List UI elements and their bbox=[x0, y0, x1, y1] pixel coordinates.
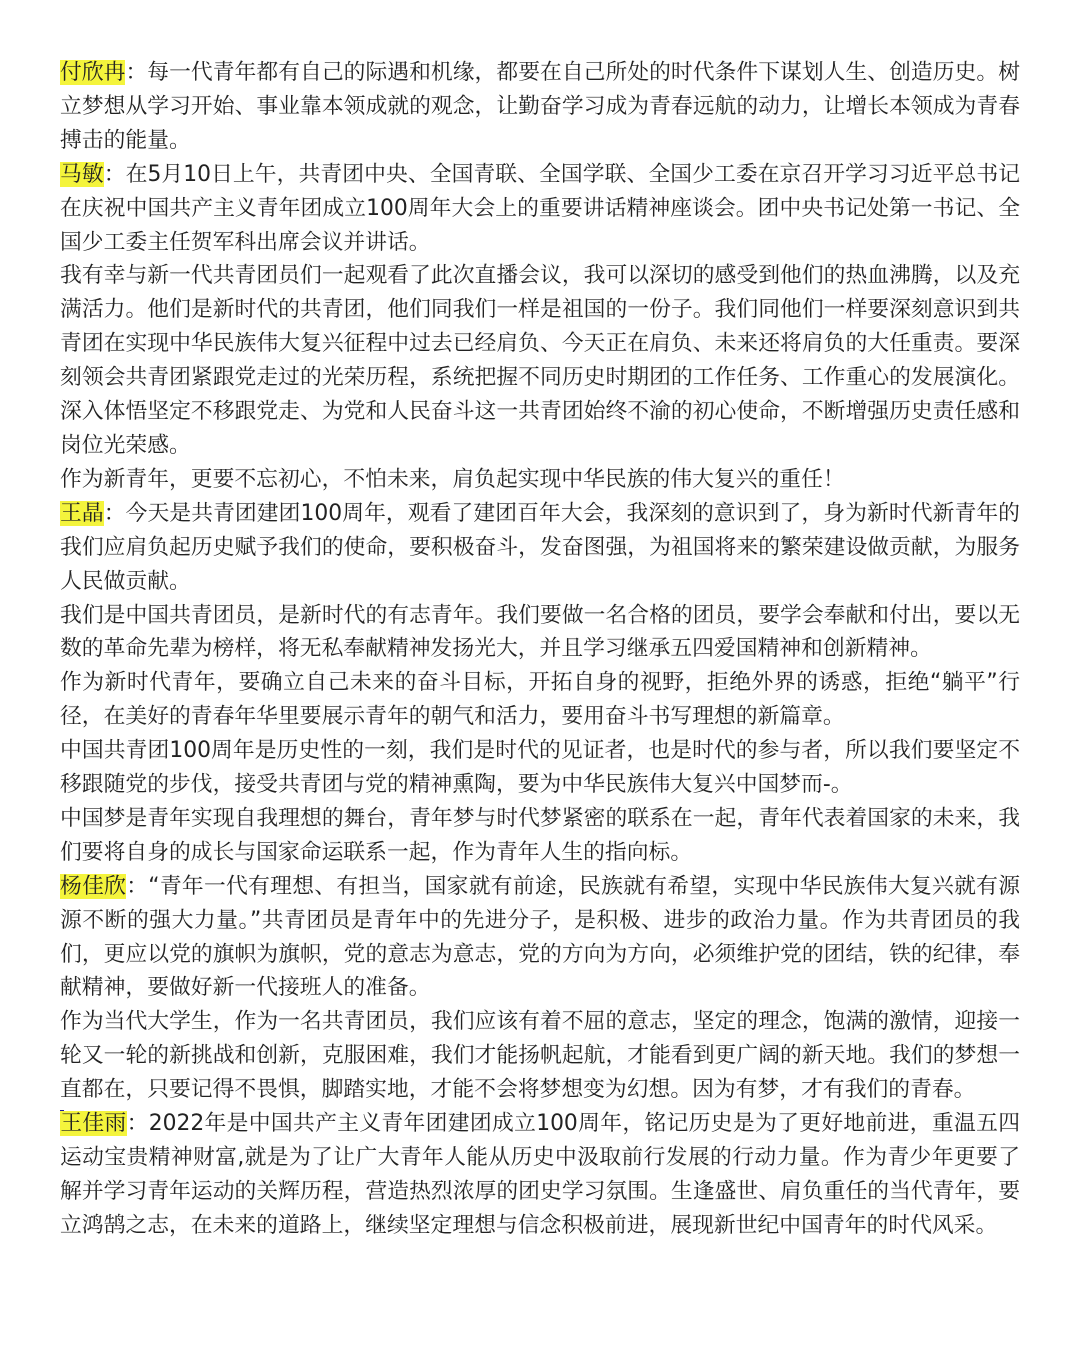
paragraph-text: 作为新时代青年，要确立自己未来的奋斗目标，开拓自身的视野，拒绝外界的诱惑，拒绝“躺平”行径，在美好的青春年华里要展示青年的朝气和活力，要用奋斗书写理想的新篇章。 bbox=[60, 670, 1020, 730]
paragraph bbox=[60, 259, 1020, 462]
paragraph-text: 我们是中国共青团员，是新时代的有志青年。我们要做一名合格的团员，要学会奉献和付出，要以无数的革命先辈为榜样，将无私奉献精神发扬光大，并且学习继承五四爱国精神和创新精神。 bbox=[60, 602, 1020, 662]
paragraph-text: ：每一代青年都有自己的际遇和机缘，都要在自己所处的时代条件下谋划人生、创造历史。树立梦想从学习开始、事业靠本领成就的观念，让勤奋学习成为青春远航的动力，让增长本领成为青春搏击的能量。 bbox=[60, 60, 1020, 153]
paragraph bbox=[60, 463, 1020, 497]
paragraph-text: ：2022年是中国共产主义青年团建团成立100周年，铭记历史是为了更好地前进，重温五四运动宝贵精神财富,就是为了让广大青年人能从历史中汲取前行发展的行动力量。作为青少年更要了解并学习青年运动的关辉历程，营造热烈浓厚的团史学习氛围。生逢盛世、肩负重任的当代青年，要立鸿鹄之志，在未来的道路上，继续坚定理想与信念积极前进，展现新世纪中国青年的时代风采。 bbox=[60, 1111, 1020, 1238]
speaker-name-highlight: 马敏 bbox=[60, 161, 104, 187]
paragraph bbox=[60, 599, 1020, 667]
paragraph bbox=[60, 158, 1020, 260]
paragraph-text: 中国梦是青年实现自我理想的舞台，青年梦与时代梦紧密的联系在一起，青年代表着国家的未来，我们要将自身的成长与国家命运联系一起，作为青年人生的指向标。 bbox=[60, 805, 1020, 865]
paragraph bbox=[60, 734, 1020, 802]
speaker-name-highlight: 付欣冉 bbox=[60, 60, 126, 85]
paragraph bbox=[60, 802, 1020, 870]
paragraph-text: ：今天是共青团建团100周年，观看了建团百年大会，我深刻的意识到了，身为新时代新青年的我们应肩负起历史赋予我们的使命，要积极奋斗，发奋图强，为祖国将来的繁荣建设做贡献，为服务人民做贡献。 bbox=[60, 500, 1020, 594]
paragraph-text: 中国共青团100周年是历史性的一刻，我们是时代的见证者，也是时代的参与者，所以我们要坚定不移跟随党的步伐，接受共青团与党的精神熏陶，要为中华民族伟大复兴中国梦而-。 bbox=[60, 738, 1020, 798]
paragraph-text: ：“青年一代有理想、有担当，国家就有前途，民族就有希望，实现中华民族伟大复兴就有源源不断的强大力量。”共青团员是青年中的先进分子，是积极、进步的政治力量。作为共青团员的我们，更应以党的旗帜为旗帜，党的意志为意志，党的方向为方向，必须维护党的团结，铁的纪律，奉献精神，要做好新一代接班人的准备。 bbox=[60, 873, 1020, 1001]
paragraph bbox=[60, 666, 1020, 734]
speaker-name-highlight: 王晶 bbox=[60, 500, 104, 526]
paragraph-text: 作为新青年，更要不忘初心，不怕未来，肩负起实现中华民族的伟大复兴的重任！ bbox=[60, 466, 845, 492]
document-body bbox=[60, 56, 1020, 1243]
paragraph bbox=[60, 497, 1020, 599]
paragraph-text: ：在5月10日上午，共青团中央、全国青联、全国学联、全国少工委在京召开学习习近平总书记在庆祝中国共产主义青年团成立100周年大会上的重要讲话精神座谈会。团中央书记处第一书记、全国少工委主任贺军科出席会议并讲话。 bbox=[60, 161, 1020, 255]
paragraph bbox=[60, 870, 1020, 1006]
paragraph bbox=[60, 56, 1020, 158]
speaker-name-highlight: 王佳雨 bbox=[60, 1111, 127, 1137]
paragraph bbox=[60, 1005, 1020, 1107]
paragraph-text: 我有幸与新一代共青团员们一起观看了此次直播会议，我可以深切的感受到他们的热血沸腾，以及充满活力。他们是新时代的共青团，他们同我们一样是祖国的一份子。我们同他们一样要深刻意识到共青团在实现中华民族伟大复兴征程中过去已经肩负、今天正在肩负、未来还将肩负的大任重责。要深刻领会共青团紧跟党走过的光荣历程，系统把握不同历史时期团的工作任务、工作重心的发展演化。深入体悟坚定不移跟党走、为党和人民奋斗这一共青团始终不渝的初心使命，不断增强历史责任感和岗位光荣感。 bbox=[60, 263, 1020, 458]
paragraph bbox=[60, 1107, 1020, 1243]
paragraph-text: 作为当代大学生，作为一名共青团员，我们应该有着不屈的意志，坚定的理念，饱满的激情，迎接一轮又一轮的新挑战和创新，克服困难，我们才能扬帆起航，才能看到更广阔的新天地。我们的梦想一直都在，只要记得不畏惧，脚踏实地，才能不会将梦想变为幻想。因为有梦，才有我们的青春。 bbox=[60, 1009, 1020, 1103]
speaker-name-highlight: 杨佳欣 bbox=[60, 873, 127, 899]
